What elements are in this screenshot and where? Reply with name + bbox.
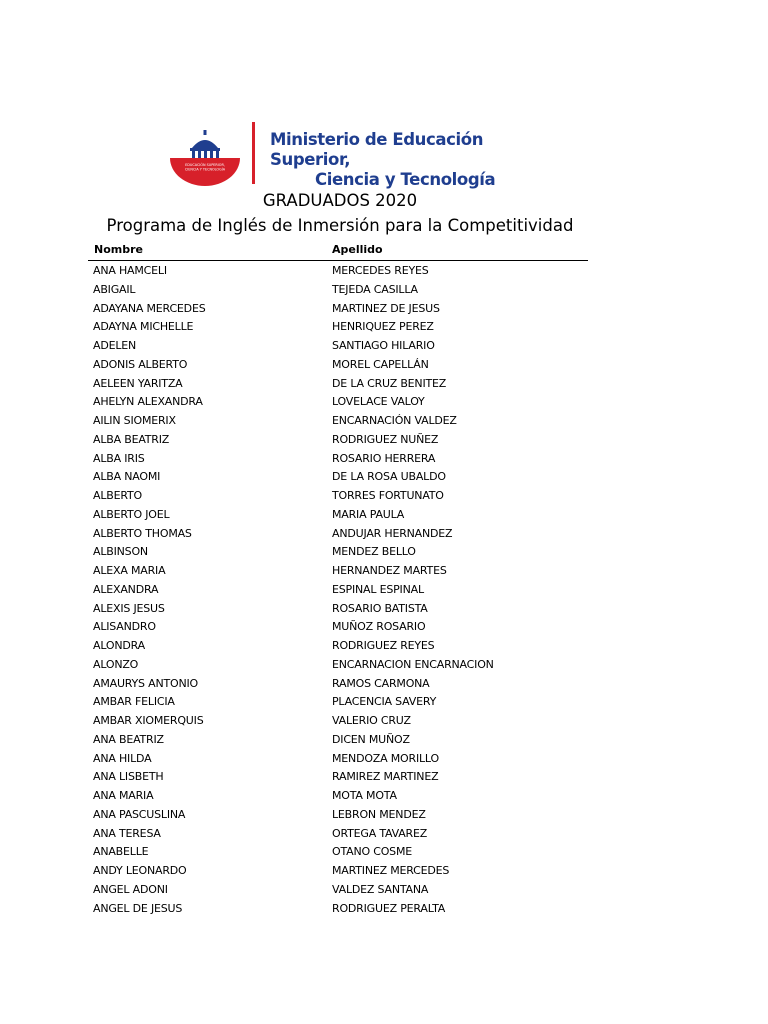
- table-row: [88, 711, 588, 730]
- first-name-cell: ANA PASCUSLINA: [93, 807, 186, 821]
- last-name-cell: VALERIO CRUZ: [332, 714, 411, 727]
- first-name-cell: ALBINSON: [93, 545, 148, 559]
- last-name-cell: MARTINEZ DE JESUS: [332, 301, 440, 315]
- table-row: [88, 899, 588, 918]
- first-name-cell: ALBA IRIS: [93, 451, 145, 465]
- last-name-cell: MUÑOZ ROSARIO: [332, 620, 426, 634]
- table-row: [88, 542, 588, 561]
- table-row: [88, 467, 588, 486]
- first-name-cell: ALEXIS JESUS: [93, 601, 165, 615]
- ministry-name-line1: Ministerio de Educación Superior,: [270, 130, 484, 169]
- table-row: [88, 749, 588, 768]
- last-name-cell: VALDEZ SANTANA: [332, 882, 429, 896]
- last-name-cell: HENRIQUEZ PEREZ: [332, 320, 434, 334]
- ministry-emblem-icon: [170, 126, 240, 186]
- table-row: [88, 674, 588, 693]
- table-row: [88, 299, 588, 318]
- table-row: [88, 636, 588, 655]
- last-name-cell: DE LA ROSA UBALDO: [332, 470, 446, 484]
- last-name-cell: ANDUJAR HERNANDEZ: [332, 526, 453, 540]
- emblem-text-line2: CIENCIA Y TECNOLOGÍA: [184, 167, 226, 172]
- table-row: [88, 655, 588, 674]
- first-name-cell: ABIGAIL: [93, 282, 136, 296]
- table-row: [88, 824, 588, 843]
- last-name-cell: RAMOS CARMONA: [332, 676, 430, 690]
- first-name-cell: ALEXA MARIA: [93, 564, 166, 577]
- table-row: [88, 786, 588, 805]
- first-name-cell: AHELYN ALEXANDRA: [93, 395, 203, 409]
- table-row: [88, 599, 588, 618]
- table-row: [88, 617, 588, 636]
- first-name-cell: ANGEL DE JESUS: [93, 901, 183, 915]
- first-name-cell: ANA BEATRIZ: [93, 732, 164, 746]
- first-name-cell: ALBERTO: [93, 489, 142, 502]
- last-name-cell: MARTINEZ MERCEDES: [332, 864, 450, 877]
- first-name-cell: ALBERTO JOEL: [93, 507, 170, 521]
- table-body: [88, 261, 588, 917]
- last-name-cell: HERNANDEZ MARTES: [332, 564, 447, 577]
- ministry-name: [270, 130, 510, 190]
- first-name-cell: ADAYANA MERCEDES: [93, 301, 206, 315]
- last-name-cell: LOVELACE VALOY: [332, 395, 425, 409]
- table-row: [88, 355, 588, 374]
- last-name-cell: PLACENCIA SAVERY: [332, 695, 437, 709]
- table-row: [88, 336, 588, 355]
- emblem-text-line1: EDUCACIÓN SUPERIOR,: [185, 163, 225, 167]
- table-row: [88, 767, 588, 786]
- first-name-cell: AMAURYS ANTONIO: [93, 676, 198, 690]
- last-name-cell: RODRIGUEZ PERALTA: [332, 901, 446, 915]
- first-name-cell: AELEEN YARITZA: [93, 376, 183, 390]
- last-name-cell: ENCARNACION ENCARNACION: [332, 657, 494, 671]
- first-name-cell: ANA MARIA: [93, 789, 154, 802]
- last-name-cell: RODRIGUEZ NUÑEZ: [332, 432, 439, 446]
- last-name-cell: ORTEGA TAVAREZ: [332, 826, 428, 840]
- first-name-cell: AMBAR XIOMERQUIS: [93, 714, 204, 727]
- table-row: [88, 411, 588, 430]
- table-row: [88, 449, 588, 468]
- table-row: [88, 524, 588, 543]
- first-name-cell: ALISANDRO: [93, 620, 156, 634]
- last-name-cell: DE LA CRUZ BENITEZ: [332, 376, 447, 390]
- last-name-cell: TORRES FORTUNATO: [332, 489, 444, 502]
- first-name-cell: ALBA BEATRIZ: [93, 432, 170, 446]
- table-row: [88, 880, 588, 899]
- table-row: [88, 861, 588, 880]
- first-name-cell: ANA HAMCELI: [93, 264, 167, 277]
- last-name-cell: ROSARIO BATISTA: [332, 601, 428, 615]
- first-name-cell: AMBAR FELICIA: [93, 695, 175, 709]
- ministry-name-line2: Ciencia y Tecnología: [315, 170, 496, 189]
- first-name-cell: ANA LISBETH: [93, 770, 164, 784]
- table-row: [88, 486, 588, 505]
- first-name-cell: ANDY LEONARDO: [93, 864, 187, 877]
- last-name-cell: MOTA MOTA: [332, 789, 397, 802]
- first-name-cell: ADELEN: [93, 339, 137, 352]
- last-name-cell: DICEN MUÑOZ: [332, 732, 410, 746]
- last-name-cell: ESPINAL ESPINAL: [332, 582, 424, 596]
- table-row: [88, 261, 588, 280]
- table-row: [88, 580, 588, 599]
- table-row: [88, 730, 588, 749]
- first-name-cell: ALONZO: [93, 657, 139, 671]
- logo-divider: [252, 122, 255, 184]
- table-row: [88, 692, 588, 711]
- table-row: [88, 392, 588, 411]
- first-name-cell: ANABELLE: [93, 845, 149, 859]
- last-name-cell: MENDEZ BELLO: [332, 545, 416, 559]
- last-name-cell: RAMIREZ MARTINEZ: [332, 770, 439, 784]
- table-row: [88, 280, 588, 299]
- last-name-cell: MENDOZA MORILLO: [332, 751, 439, 765]
- last-name-cell: MARIA PAULA: [332, 507, 405, 521]
- last-name-cell: ROSARIO HERRERA: [332, 451, 436, 465]
- table-row: [88, 505, 588, 524]
- last-name-cell: ENCARNACIÓN VALDEZ: [332, 414, 457, 427]
- graduates-table: [88, 242, 588, 917]
- first-name-cell: ANA TERESA: [93, 826, 161, 840]
- header-last-name: Apellido: [332, 243, 383, 256]
- last-name-cell: TEJEDA CASILLA: [332, 282, 418, 296]
- last-name-cell: MOREL CAPELLÁN: [332, 357, 429, 371]
- table-row: [88, 430, 588, 449]
- header-first-name: Nombre: [94, 243, 143, 256]
- table-row: [88, 374, 588, 393]
- table-row: [88, 842, 588, 861]
- first-name-cell: ALBA NAOMI: [93, 470, 161, 484]
- last-name-cell: MERCEDES REYES: [332, 264, 429, 277]
- last-name-cell: LEBRON MENDEZ: [332, 807, 426, 821]
- first-name-cell: ALONDRA: [93, 639, 145, 652]
- first-name-cell: ALEXANDRA: [93, 582, 159, 596]
- table-row: [88, 805, 588, 824]
- first-name-cell: ADONIS ALBERTO: [93, 357, 188, 371]
- table-row: [88, 317, 588, 336]
- page-title: GRADUADOS 2020: [262, 191, 418, 210]
- last-name-cell: OTANO COSME: [332, 845, 412, 859]
- first-name-cell: ADAYNA MICHELLE: [93, 320, 194, 334]
- table-header: [88, 242, 588, 261]
- last-name-cell: RODRIGUEZ REYES: [332, 639, 435, 652]
- first-name-cell: ANGEL ADONI: [93, 882, 168, 896]
- first-name-cell: AILIN SIOMERIX: [93, 414, 176, 427]
- ministry-logo: [170, 122, 500, 189]
- first-name-cell: ALBERTO THOMAS: [93, 526, 192, 540]
- first-name-cell: ANA HILDA: [93, 751, 152, 765]
- page-subtitle: Programa de Inglés de Inmersión para la Competitividad: [106, 216, 574, 235]
- table-row: [88, 561, 588, 580]
- last-name-cell: SANTIAGO HILARIO: [332, 339, 435, 352]
